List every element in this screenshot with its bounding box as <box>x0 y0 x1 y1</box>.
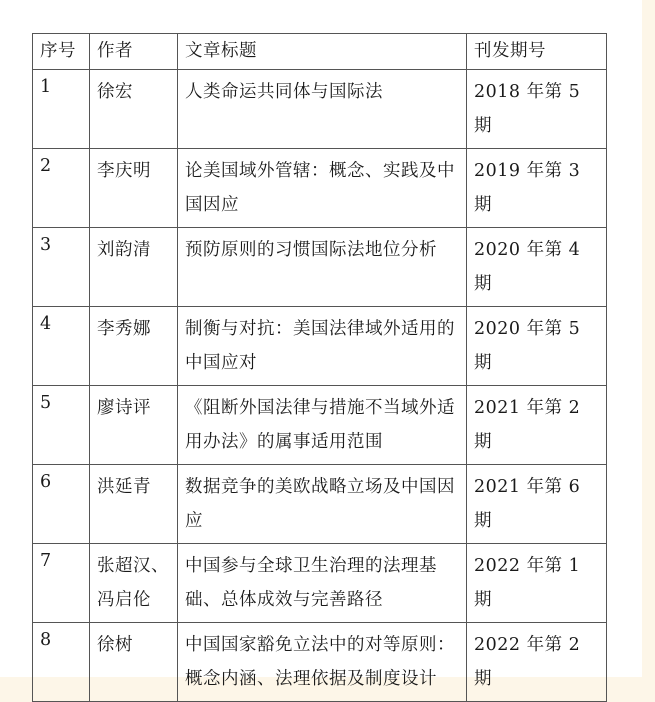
articles-table <box>32 33 607 702</box>
cell-number: 3 <box>33 228 90 307</box>
table-row <box>33 307 607 386</box>
cell-number: 2 <box>33 149 90 228</box>
header-title: 文章标题 <box>178 34 467 70</box>
table-row <box>33 70 607 149</box>
cell-title: 制衡与对抗：美国法律域外适用的中国应对 <box>178 307 467 386</box>
cell-title: 人类命运共同体与国际法 <box>178 70 467 149</box>
cell-number: 4 <box>33 307 90 386</box>
cell-number: 1 <box>33 70 90 149</box>
table-row <box>33 544 607 623</box>
cell-issue: 2018 年第 5 期 <box>467 70 607 149</box>
cell-title: 中国参与全球卫生治理的法理基础、总体成效与完善路径 <box>178 544 467 623</box>
table-row <box>33 465 607 544</box>
cell-issue: 2021 年第 2 期 <box>467 386 607 465</box>
cell-number: 7 <box>33 544 90 623</box>
cell-issue: 2020 年第 5 期 <box>467 307 607 386</box>
cell-author: 徐树 <box>90 623 178 702</box>
cell-title: 《阻断外国法律与措施不当域外适用办法》的属事适用范围 <box>178 386 467 465</box>
cell-author: 洪延青 <box>90 465 178 544</box>
cell-issue: 2019 年第 3 期 <box>467 149 607 228</box>
header-author: 作者 <box>90 34 178 70</box>
cell-author: 廖诗评 <box>90 386 178 465</box>
cell-title: 数据竞争的美欧战略立场及中国因应 <box>178 465 467 544</box>
cell-author: 徐宏 <box>90 70 178 149</box>
table-row <box>33 149 607 228</box>
cell-author: 李秀娜 <box>90 307 178 386</box>
cell-title: 预防原则的习惯国际法地位分析 <box>178 228 467 307</box>
table-row <box>33 623 607 702</box>
cell-issue: 2022 年第 2 期 <box>467 623 607 702</box>
table-row <box>33 386 607 465</box>
cell-author: 李庆明 <box>90 149 178 228</box>
cell-issue: 2022 年第 1 期 <box>467 544 607 623</box>
cell-number: 6 <box>33 465 90 544</box>
header-number: 序号 <box>33 34 90 70</box>
cell-issue: 2020 年第 4 期 <box>467 228 607 307</box>
table-header-row <box>33 34 607 70</box>
cell-author: 张超汉、冯启伦 <box>90 544 178 623</box>
header-issue: 刊发期号 <box>467 34 607 70</box>
cell-title: 中国国家豁免立法中的对等原则：概念内涵、法理依据及制度设计 <box>178 623 467 702</box>
cell-number: 8 <box>33 623 90 702</box>
cell-number: 5 <box>33 386 90 465</box>
cell-issue: 2021 年第 6 期 <box>467 465 607 544</box>
cell-author: 刘韵清 <box>90 228 178 307</box>
cell-title: 论美国域外管辖：概念、实践及中国因应 <box>178 149 467 228</box>
table-row <box>33 228 607 307</box>
